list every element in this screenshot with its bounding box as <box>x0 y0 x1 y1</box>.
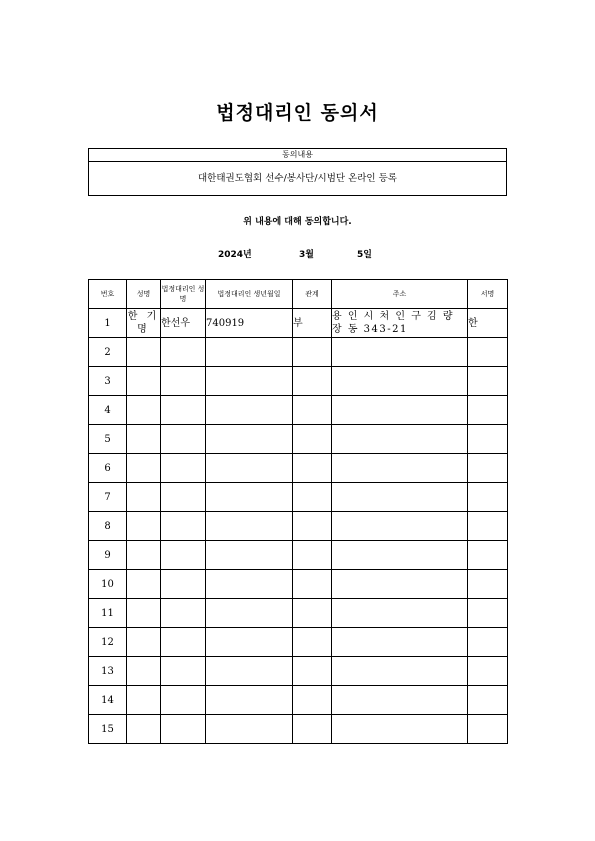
date-day: 5일 <box>357 250 372 260</box>
cell-relation <box>293 367 332 396</box>
cell-guardian-name <box>161 512 206 541</box>
cell-number: 11 <box>89 599 127 628</box>
cell-relation <box>293 570 332 599</box>
table-row <box>89 512 508 541</box>
cell-name <box>127 367 161 396</box>
cell-address <box>332 657 468 686</box>
cell-relation: 부 <box>293 309 332 338</box>
cell-signature <box>468 686 508 715</box>
cell-guardian-birthdate: 740919 <box>206 309 293 338</box>
cell-signature <box>468 628 508 657</box>
cell-address <box>332 541 468 570</box>
cell-relation <box>293 686 332 715</box>
cell-guardian-name <box>161 715 206 744</box>
cell-guardian-birthdate <box>206 425 293 454</box>
cell-guardian-birthdate <box>206 483 293 512</box>
cell-guardian-birthdate <box>206 338 293 367</box>
cell-signature <box>468 367 508 396</box>
table-row <box>89 570 508 599</box>
agree-statement: 위 내용에 대해 동의합니다. <box>243 217 352 227</box>
cell-signature: 한 <box>468 309 508 338</box>
cell-number: 15 <box>89 715 127 744</box>
cell-name <box>127 396 161 425</box>
cell-name <box>127 541 161 570</box>
table-row <box>89 309 508 338</box>
cell-guardian-name <box>161 367 206 396</box>
cell-name <box>127 512 161 541</box>
table-row <box>89 483 508 512</box>
consent-content: 대한태권도협회 선수/봉사단/시범단 온라인 등록 <box>197 173 397 184</box>
cell-name <box>127 715 161 744</box>
cell-signature <box>468 425 508 454</box>
cell-address <box>332 570 468 599</box>
cell-relation <box>293 541 332 570</box>
cell-address <box>332 396 468 425</box>
cell-guardian-birthdate <box>206 657 293 686</box>
cell-number: 5 <box>89 425 127 454</box>
cell-address <box>332 367 468 396</box>
cell-name <box>127 338 161 367</box>
cell-guardian-birthdate <box>206 367 293 396</box>
table-header-row <box>89 280 508 309</box>
cell-relation <box>293 396 332 425</box>
table-row <box>89 367 508 396</box>
cell-address <box>332 454 468 483</box>
cell-name <box>127 657 161 686</box>
cell-signature <box>468 454 508 483</box>
cell-guardian-name <box>161 599 206 628</box>
cell-address <box>332 338 468 367</box>
consent-heading: 동의내용 <box>89 149 506 162</box>
cell-name <box>127 599 161 628</box>
cell-address: 용 인 시 처 인 구 김 량 장 동 343-21 <box>332 309 468 338</box>
cell-guardian-name <box>161 425 206 454</box>
cell-signature <box>468 657 508 686</box>
cell-signature <box>468 599 508 628</box>
cell-guardian-name <box>161 338 206 367</box>
cell-relation <box>293 599 332 628</box>
cell-relation <box>293 454 332 483</box>
document-title: 법정대리인 동의서 <box>216 102 379 124</box>
table-row <box>89 396 508 425</box>
cell-relation <box>293 512 332 541</box>
cell-relation <box>293 483 332 512</box>
cell-address <box>332 483 468 512</box>
cell-guardian-birthdate <box>206 396 293 425</box>
header-guardian-name: 법정대리인 성명 <box>161 280 206 309</box>
cell-name <box>127 454 161 483</box>
table-row <box>89 454 508 483</box>
guardian-table <box>88 279 508 744</box>
cell-address <box>332 628 468 657</box>
table-row <box>89 628 508 657</box>
cell-guardian-name <box>161 657 206 686</box>
table-row <box>89 686 508 715</box>
cell-number: 3 <box>89 367 127 396</box>
cell-signature <box>468 715 508 744</box>
cell-guardian-birthdate <box>206 628 293 657</box>
cell-address <box>332 715 468 744</box>
table-row <box>89 541 508 570</box>
cell-number: 7 <box>89 483 127 512</box>
cell-number: 13 <box>89 657 127 686</box>
cell-guardian-birthdate <box>206 570 293 599</box>
cell-number: 9 <box>89 541 127 570</box>
cell-guardian-birthdate <box>206 599 293 628</box>
table-row <box>89 425 508 454</box>
table-row <box>89 338 508 367</box>
cell-guardian-birthdate <box>206 715 293 744</box>
cell-signature <box>468 396 508 425</box>
header-address: 주소 <box>332 280 468 309</box>
cell-guardian-name <box>161 686 206 715</box>
table-body <box>89 309 508 744</box>
cell-number: 2 <box>89 338 127 367</box>
table-row <box>89 657 508 686</box>
cell-address <box>332 425 468 454</box>
cell-guardian-name <box>161 483 206 512</box>
date-year: 2024년 <box>218 250 252 260</box>
cell-number: 14 <box>89 686 127 715</box>
cell-guardian-birthdate <box>206 454 293 483</box>
cell-guardian-birthdate <box>206 686 293 715</box>
header-number: 번호 <box>89 280 127 309</box>
cell-guardian-name <box>161 396 206 425</box>
cell-relation <box>293 338 332 367</box>
cell-relation <box>293 425 332 454</box>
cell-address <box>332 686 468 715</box>
cell-relation <box>293 715 332 744</box>
cell-number: 1 <box>89 309 127 338</box>
header-signature: 서명 <box>468 280 508 309</box>
header-relation: 관계 <box>293 280 332 309</box>
cell-guardian-name <box>161 454 206 483</box>
cell-relation <box>293 657 332 686</box>
cell-name <box>127 483 161 512</box>
cell-guardian-birthdate <box>206 541 293 570</box>
cell-guardian-name: 한선우 <box>161 309 206 338</box>
cell-name <box>127 570 161 599</box>
cell-address <box>332 512 468 541</box>
cell-name <box>127 425 161 454</box>
cell-address <box>332 599 468 628</box>
header-name: 성명 <box>127 280 161 309</box>
date-month: 3월 <box>299 250 314 260</box>
cell-guardian-name <box>161 541 206 570</box>
cell-number: 8 <box>89 512 127 541</box>
cell-signature <box>468 512 508 541</box>
cell-signature <box>468 483 508 512</box>
cell-guardian-birthdate <box>206 512 293 541</box>
cell-signature <box>468 570 508 599</box>
table-row <box>89 715 508 744</box>
consent-content-box <box>88 148 507 196</box>
cell-number: 10 <box>89 570 127 599</box>
cell-number: 6 <box>89 454 127 483</box>
cell-guardian-name <box>161 628 206 657</box>
cell-name <box>127 628 161 657</box>
cell-signature <box>468 338 508 367</box>
table-row <box>89 599 508 628</box>
cell-number: 12 <box>89 628 127 657</box>
cell-relation <box>293 628 332 657</box>
header-guardian-birthdate: 법정대리인 생년월일 <box>206 280 293 309</box>
cell-guardian-name <box>161 570 206 599</box>
cell-name: 한 기 명 <box>127 309 161 338</box>
cell-name <box>127 686 161 715</box>
cell-signature <box>468 541 508 570</box>
cell-number: 4 <box>89 396 127 425</box>
